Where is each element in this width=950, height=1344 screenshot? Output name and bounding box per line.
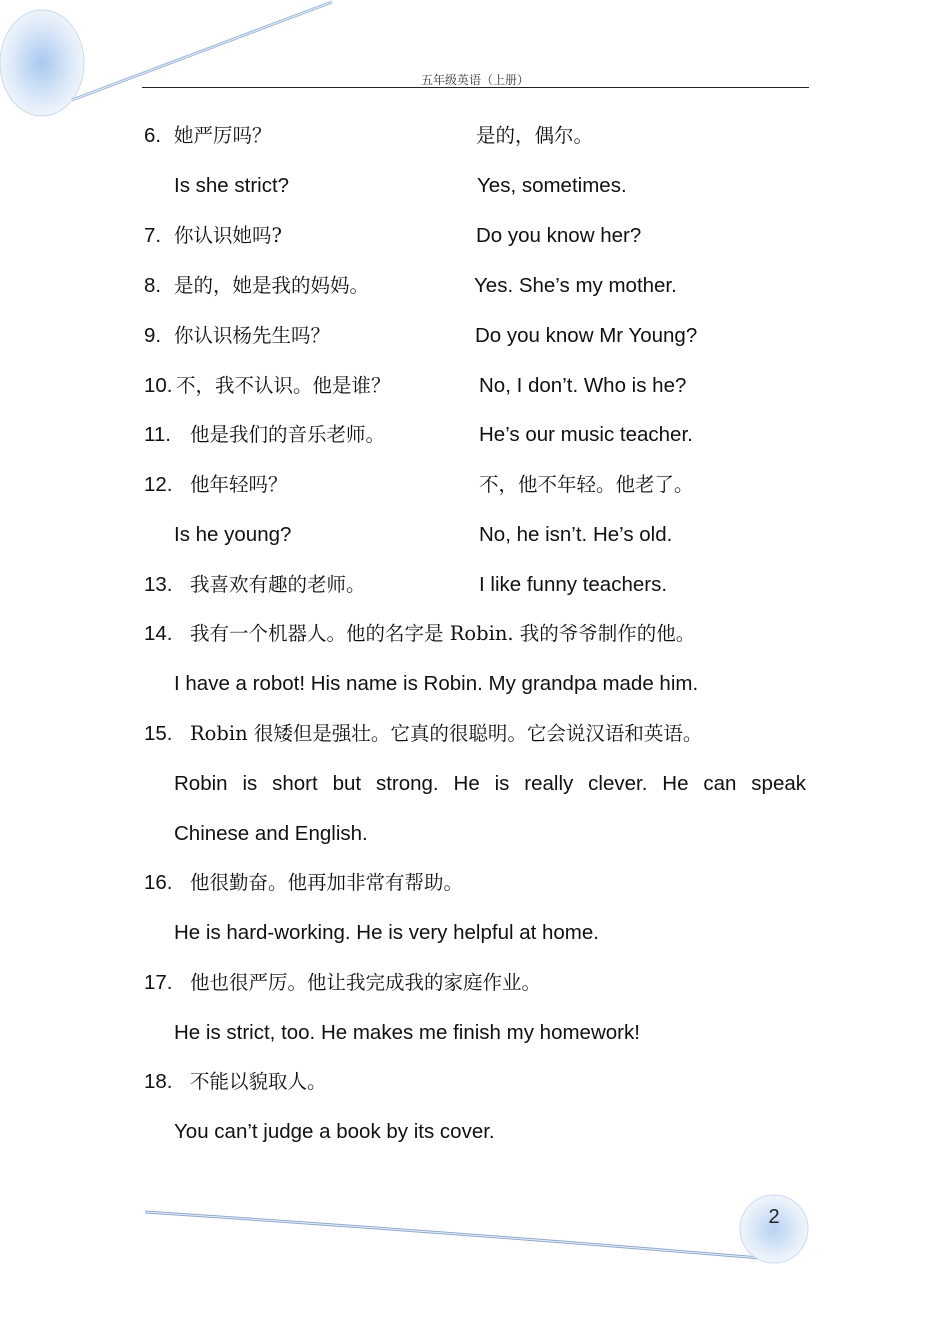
item-text: 他是我们的音乐老师。 xyxy=(190,423,386,446)
item-text: 他年轻吗？ xyxy=(190,473,288,496)
item-text: Is he young? xyxy=(174,523,292,546)
item-translation: Robin is short but strong. He is really clever. He can speak xyxy=(174,772,806,795)
item-translation: He is hard-working. He is very helpful at home. xyxy=(174,921,599,944)
item-number: 13. xyxy=(144,573,173,596)
item-number: 7. xyxy=(144,224,162,247)
item-text: 不，我不认识。他是谁？ xyxy=(176,374,391,397)
item-text: 是的，她是我的妈妈。 xyxy=(174,274,370,297)
top-left-circle xyxy=(0,10,84,116)
item-answer: 不，他不年轻。他老了。 xyxy=(479,473,694,496)
item-answer: No, I don’t. Who is he? xyxy=(479,374,687,397)
item-text: 你认识杨先生吗？ xyxy=(174,324,331,347)
header-rule xyxy=(142,87,809,88)
bottom-swoosh xyxy=(145,1212,760,1258)
item-text: 我喜欢有趣的老师。 xyxy=(190,573,366,596)
item-number: 11. xyxy=(144,423,171,446)
item-number: 15. xyxy=(144,722,173,745)
item-answer: Yes, sometimes. xyxy=(477,174,627,197)
item-number: 18. xyxy=(144,1070,173,1093)
item-translation: He is strict, too. He makes me finish my homework! xyxy=(174,1021,640,1044)
item-text: 不能以貌取人。 xyxy=(190,1070,327,1093)
item-number: 17. xyxy=(144,971,173,994)
item-number: 12. xyxy=(144,473,173,496)
item-number: 6. xyxy=(144,124,162,147)
item-answer: Do you know Mr Young? xyxy=(475,324,698,347)
item-text: 他也很严厉。他让我完成我的家庭作业。 xyxy=(190,971,542,994)
header-title: 五年级英语（上册） xyxy=(420,73,529,87)
item-number: 10. xyxy=(144,374,173,397)
item-text: 你认识她吗? xyxy=(174,224,282,247)
item-translation: Chinese and English. xyxy=(174,822,368,845)
item-answer: No, he isn’t. He’s old. xyxy=(479,523,673,546)
item-text: Is she strict? xyxy=(174,174,290,197)
item-text: 她严厉吗？ xyxy=(174,124,272,147)
item-answer: Do you know her? xyxy=(476,224,642,247)
item-answer: 是的，偶尔。 xyxy=(476,124,594,147)
item-number: 9. xyxy=(144,324,162,347)
item-text: Robin 很矮但是强壮。它真的很聪明。它会说汉语和英语。 xyxy=(190,722,703,745)
item-text: 他很勤奋。他再加非常有帮助。 xyxy=(190,871,464,894)
item-text: 我有一个机器人。他的名字是 Robin. 我的爷爷制作的他。 xyxy=(190,622,696,645)
page-number: 2 xyxy=(768,1206,780,1228)
item-answer: He’s our music teacher. xyxy=(479,423,693,446)
item-number: 8. xyxy=(144,274,162,297)
item-number: 16. xyxy=(144,871,173,894)
item-translation: You can’t judge a book by its cover. xyxy=(174,1120,495,1143)
item-answer: Yes. She’s my mother. xyxy=(474,274,677,297)
item-number: 14. xyxy=(144,622,173,645)
item-translation: I have a robot! His name is Robin. My grandpa made him. xyxy=(174,672,699,695)
item-answer: I like funny teachers. xyxy=(479,573,668,596)
